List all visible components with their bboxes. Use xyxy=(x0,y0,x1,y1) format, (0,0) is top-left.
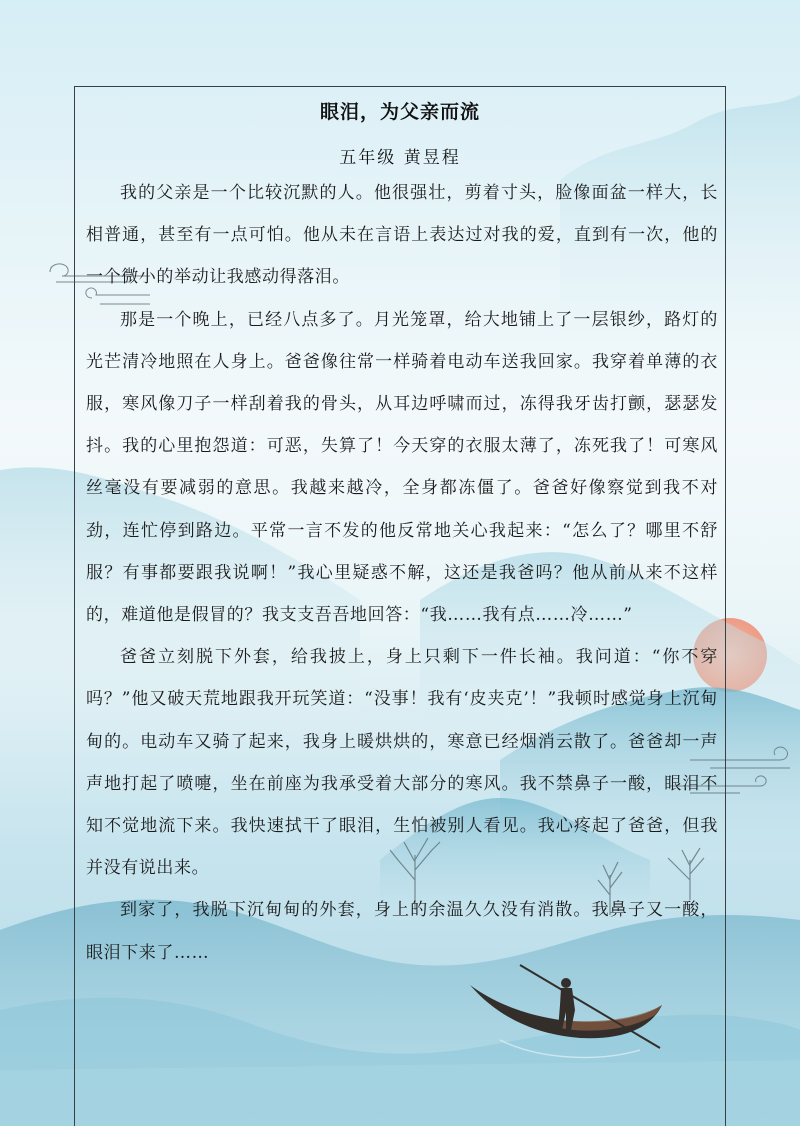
paragraph: 那是一个晚上，已经八点多了。月光笼罩，给大地铺上了一层银纱，路灯的光芒清冷地照在人身上。爸爸像往常一样骑着电动车送我回家。我穿着单薄的衣服，寒风像刀子一样刮着我的骨头，从耳边呼啸而过，冻得我牙齿打颤，瑟瑟发抖。我的心里抱怨道：可恶，失算了！今天穿的衣服太薄了，冻死我了！可寒风丝毫没有要减弱的意思。我越来越冷，全身都冻僵了。爸爸好像察觉到我不对劲，连忙停到路边。平常一言不发的他反常地关心我起来：“怎么了？哪里不舒服？有事都要跟我说啊！”我心里疑惑不解，这还是我爸吗？他从前从来不这样的，难道他是假冒的？我支支吾吾地回答：“我……我有点……冷……” xyxy=(86,309,718,626)
paragraph: 我的父亲是一个比较沉默的人。他很强壮，剪着寸头，脸像面盆一样大，长相普通，甚至有一点可怕。他从未在言语上表达过对我的爱，直到有一次，他的一个微小的举动让我感动得落泪。 xyxy=(86,183,718,288)
essay-title: 眼泪，为父亲而流 xyxy=(319,101,480,123)
essay-body xyxy=(86,172,718,974)
paragraph: 到家了，我脱下沉甸甸的外套，身上的余温久久没有消散。我鼻子又一酸，眼泪下来了…… xyxy=(86,900,718,963)
author-line: 五年级 黄昱程 xyxy=(339,148,461,168)
paragraph: 爸爸立刻脱下外套，给我披上，身上只剩下一件长袖。我问道：“你不穿吗？”他又破天荒地跟我开玩笑道：“没事！我有‘皮夹克’！”我顿时感觉身上沉甸甸的。电动车又骑了起来，我身上暖烘烘的，寒意已经烟消云散了。爸爸却一声声地打起了喷嚏，坐在前座为我承受着大部分的寒风。我不禁鼻子一酸，眼泪不知不觉地流下来。我快速拭干了眼泪，生怕被别人看见。我心疼起了爸爸，但我并没有说出来。 xyxy=(86,647,718,879)
